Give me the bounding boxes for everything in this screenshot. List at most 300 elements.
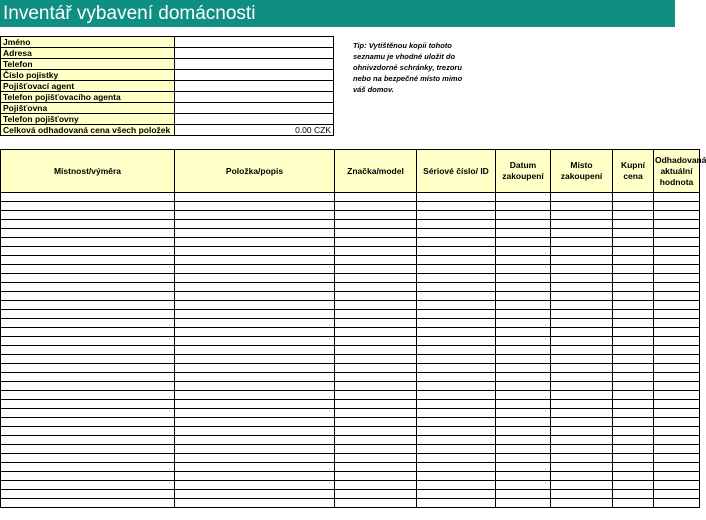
grid-cell[interactable] [1, 328, 175, 337]
grid-cell[interactable] [654, 193, 700, 202]
grid-cell[interactable] [496, 400, 551, 409]
grid-cell[interactable] [335, 391, 417, 400]
grid-cell[interactable] [654, 319, 700, 328]
grid-cell[interactable] [335, 445, 417, 454]
column-header: Kupní cena [613, 150, 654, 193]
grid-cell[interactable] [551, 472, 613, 481]
grid-cell[interactable] [175, 238, 335, 247]
grid-cell[interactable] [417, 202, 496, 211]
grid-cell[interactable] [613, 454, 654, 463]
grid-cell[interactable] [613, 265, 654, 274]
grid-cell[interactable] [417, 292, 496, 301]
grid-cell[interactable] [654, 292, 700, 301]
grid-cell[interactable] [417, 445, 496, 454]
grid-cell[interactable] [1, 445, 175, 454]
info-value-cell[interactable] [175, 70, 334, 81]
grid-cell[interactable] [1, 202, 175, 211]
grid-cell[interactable] [1, 319, 175, 328]
info-value-cell[interactable] [175, 59, 334, 70]
grid-cell[interactable] [1, 400, 175, 409]
grid-cell[interactable] [417, 310, 496, 319]
grid-cell[interactable] [613, 301, 654, 310]
grid-cell[interactable] [496, 265, 551, 274]
grid-cell[interactable] [335, 373, 417, 382]
grid-cell[interactable] [417, 382, 496, 391]
grid-cell[interactable] [551, 310, 613, 319]
grid-cell[interactable] [613, 328, 654, 337]
grid-cell[interactable] [551, 328, 613, 337]
grid-cell[interactable] [496, 454, 551, 463]
grid-cell[interactable] [175, 490, 335, 499]
grid-cell[interactable] [417, 364, 496, 373]
grid-cell[interactable] [496, 220, 551, 229]
grid-cell[interactable] [1, 283, 175, 292]
grid-cell[interactable] [551, 400, 613, 409]
grid-cell[interactable] [175, 346, 335, 355]
grid-cell[interactable] [496, 211, 551, 220]
table-row [1, 454, 700, 463]
grid-cell[interactable] [417, 454, 496, 463]
grid-cell[interactable] [335, 355, 417, 364]
grid-cell[interactable] [335, 301, 417, 310]
grid-cell[interactable] [654, 220, 700, 229]
grid-cell[interactable] [551, 409, 613, 418]
grid-cell[interactable] [417, 265, 496, 274]
grid-cell[interactable] [551, 337, 613, 346]
grid-cell[interactable] [417, 463, 496, 472]
grid-cell[interactable] [613, 427, 654, 436]
grid-cell[interactable] [654, 472, 700, 481]
grid-cell[interactable] [335, 364, 417, 373]
grid-cell[interactable] [551, 445, 613, 454]
grid-cell[interactable] [1, 274, 175, 283]
grid-cell[interactable] [613, 247, 654, 256]
grid-cell[interactable] [654, 310, 700, 319]
grid-cell[interactable] [335, 283, 417, 292]
grid-cell[interactable] [335, 499, 417, 508]
grid-cell[interactable] [417, 391, 496, 400]
grid-cell[interactable] [496, 355, 551, 364]
grid-cell[interactable] [1, 490, 175, 499]
grid-cell[interactable] [175, 328, 335, 337]
grid-cell[interactable] [496, 472, 551, 481]
grid-cell[interactable] [175, 373, 335, 382]
grid-cell[interactable] [335, 193, 417, 202]
grid-cell[interactable] [613, 220, 654, 229]
grid-cell[interactable] [1, 364, 175, 373]
grid-cell[interactable] [175, 247, 335, 256]
grid-cell[interactable] [496, 346, 551, 355]
grid-cell[interactable] [551, 301, 613, 310]
grid-cell[interactable] [551, 436, 613, 445]
grid-cell[interactable] [654, 229, 700, 238]
grid-cell[interactable] [551, 238, 613, 247]
grid-cell[interactable] [551, 463, 613, 472]
grid-cell[interactable] [654, 256, 700, 265]
grid-cell[interactable] [175, 256, 335, 265]
grid-cell[interactable] [654, 490, 700, 499]
grid-cell[interactable] [654, 346, 700, 355]
grid-cell[interactable] [335, 490, 417, 499]
grid-cell[interactable] [417, 436, 496, 445]
grid-cell[interactable] [335, 400, 417, 409]
grid-cell[interactable] [417, 301, 496, 310]
grid-cell[interactable] [496, 391, 551, 400]
table-row [1, 418, 700, 427]
grid-cell[interactable] [1, 436, 175, 445]
grid-cell[interactable] [613, 256, 654, 265]
grid-cell[interactable] [1, 409, 175, 418]
grid-cell[interactable] [175, 265, 335, 274]
grid-cell[interactable] [1, 427, 175, 436]
info-row [1, 81, 334, 92]
grid-cell[interactable] [1, 256, 175, 265]
grid-cell[interactable] [335, 454, 417, 463]
grid-cell[interactable] [613, 373, 654, 382]
grid-cell[interactable] [175, 445, 335, 454]
info-value-cell[interactable] [175, 103, 334, 114]
grid-cell[interactable] [175, 436, 335, 445]
grid-cell[interactable] [613, 238, 654, 247]
grid-cell[interactable] [613, 211, 654, 220]
grid-cell[interactable] [613, 319, 654, 328]
grid-cell[interactable] [1, 391, 175, 400]
grid-cell[interactable] [496, 229, 551, 238]
grid-cell[interactable] [417, 283, 496, 292]
grid-cell[interactable] [1, 472, 175, 481]
grid-cell[interactable] [1, 481, 175, 490]
grid-cell[interactable] [654, 337, 700, 346]
grid-cell[interactable] [335, 238, 417, 247]
grid-cell[interactable] [1, 418, 175, 427]
grid-cell[interactable] [496, 292, 551, 301]
grid-cell[interactable] [175, 364, 335, 373]
grid-cell[interactable] [417, 481, 496, 490]
grid-cell[interactable] [417, 418, 496, 427]
grid-cell[interactable] [613, 193, 654, 202]
grid-cell[interactable] [654, 463, 700, 472]
grid-cell[interactable] [175, 283, 335, 292]
info-label: Telefon pojišťovacího agenta [1, 92, 175, 103]
table-row [1, 382, 700, 391]
grid-cell[interactable] [175, 391, 335, 400]
info-value-cell[interactable] [175, 92, 334, 103]
grid-cell[interactable] [175, 292, 335, 301]
grid-cell[interactable] [654, 436, 700, 445]
grid-cell[interactable] [551, 193, 613, 202]
grid-cell[interactable] [654, 247, 700, 256]
grid-cell[interactable] [496, 427, 551, 436]
grid-cell[interactable] [1, 211, 175, 220]
grid-cell[interactable] [417, 409, 496, 418]
grid-cell[interactable] [175, 481, 335, 490]
grid-cell[interactable] [613, 445, 654, 454]
grid-cell[interactable] [551, 382, 613, 391]
grid-cell[interactable] [551, 211, 613, 220]
grid-cell[interactable] [335, 265, 417, 274]
grid-cell[interactable] [551, 373, 613, 382]
grid-cell[interactable] [1, 265, 175, 274]
tip-note: Tip: Vytištěnou kopii tohoto seznamu je vhodné uložit do ohnivzdorné schránky, trezoru nebo na bezpečné místo mimo váš domov. [353, 41, 463, 94]
grid-cell[interactable] [613, 292, 654, 301]
grid-cell[interactable] [417, 256, 496, 265]
grid-cell[interactable] [417, 328, 496, 337]
grid-cell[interactable] [175, 193, 335, 202]
grid-cell[interactable] [496, 319, 551, 328]
grid-cell[interactable] [335, 319, 417, 328]
grid-cell[interactable] [417, 247, 496, 256]
grid-cell[interactable] [175, 310, 335, 319]
grid-cell[interactable] [551, 499, 613, 508]
grid-cell[interactable] [175, 211, 335, 220]
grid-cell[interactable] [417, 274, 496, 283]
grid-cell[interactable] [496, 445, 551, 454]
grid-cell[interactable] [335, 310, 417, 319]
grid-cell[interactable] [613, 346, 654, 355]
grid-cell[interactable] [1, 463, 175, 472]
grid-cell[interactable] [613, 202, 654, 211]
grid-cell[interactable] [613, 283, 654, 292]
grid-cell[interactable] [613, 229, 654, 238]
grid-cell[interactable] [654, 400, 700, 409]
grid-cell[interactable] [551, 490, 613, 499]
grid-cell[interactable] [1, 193, 175, 202]
grid-cell[interactable] [551, 283, 613, 292]
grid-cell[interactable] [335, 274, 417, 283]
grid-cell[interactable] [1, 373, 175, 382]
grid-cell[interactable] [1, 292, 175, 301]
grid-cell[interactable] [417, 355, 496, 364]
table-row [1, 481, 700, 490]
grid-cell[interactable] [335, 436, 417, 445]
grid-cell[interactable] [175, 274, 335, 283]
grid-cell[interactable] [551, 202, 613, 211]
grid-cell[interactable] [496, 337, 551, 346]
grid-cell[interactable] [654, 301, 700, 310]
grid-cell[interactable] [654, 481, 700, 490]
grid-cell[interactable] [654, 382, 700, 391]
grid-cell[interactable] [175, 229, 335, 238]
grid-cell[interactable] [417, 238, 496, 247]
info-value-cell[interactable] [175, 114, 334, 125]
grid-cell[interactable] [496, 373, 551, 382]
grid-cell[interactable] [175, 202, 335, 211]
grid-cell[interactable] [417, 427, 496, 436]
grid-cell[interactable] [496, 436, 551, 445]
grid-cell[interactable] [654, 373, 700, 382]
grid-cell[interactable] [335, 292, 417, 301]
grid-cell[interactable] [175, 355, 335, 364]
grid-cell[interactable] [175, 400, 335, 409]
grid-cell[interactable] [613, 391, 654, 400]
grid-cell[interactable] [496, 301, 551, 310]
grid-cell[interactable] [175, 472, 335, 481]
grid-cell[interactable] [551, 454, 613, 463]
grid-cell[interactable] [613, 418, 654, 427]
info-row [1, 59, 334, 70]
grid-cell[interactable] [613, 382, 654, 391]
grid-cell[interactable] [417, 337, 496, 346]
grid-cell[interactable] [175, 427, 335, 436]
grid-cell[interactable] [496, 238, 551, 247]
grid-cell[interactable] [1, 382, 175, 391]
grid-cell[interactable] [335, 409, 417, 418]
grid-cell[interactable] [496, 328, 551, 337]
grid-cell[interactable] [496, 481, 551, 490]
grid-cell[interactable] [417, 499, 496, 508]
grid-cell[interactable] [654, 355, 700, 364]
grid-cell[interactable] [654, 328, 700, 337]
grid-cell[interactable] [417, 193, 496, 202]
grid-cell[interactable] [654, 499, 700, 508]
grid-cell[interactable] [175, 418, 335, 427]
grid-cell[interactable] [551, 481, 613, 490]
grid-cell[interactable] [613, 400, 654, 409]
grid-cell[interactable] [551, 427, 613, 436]
inventory-grid-viewport[interactable] [0, 149, 706, 520]
grid-cell[interactable] [551, 364, 613, 373]
grid-cell[interactable] [496, 202, 551, 211]
grid-cell[interactable] [613, 355, 654, 364]
grid-cell[interactable] [417, 400, 496, 409]
grid-cell[interactable] [551, 418, 613, 427]
grid-cell[interactable] [335, 418, 417, 427]
grid-cell[interactable] [551, 346, 613, 355]
info-value-cell[interactable] [175, 48, 334, 59]
grid-cell[interactable] [335, 211, 417, 220]
grid-cell[interactable] [1, 247, 175, 256]
grid-cell[interactable] [175, 454, 335, 463]
grid-cell[interactable] [551, 256, 613, 265]
grid-cell[interactable] [496, 193, 551, 202]
grid-cell[interactable] [613, 274, 654, 283]
info-value-cell[interactable] [175, 81, 334, 92]
grid-cell[interactable] [1, 499, 175, 508]
grid-cell[interactable] [613, 490, 654, 499]
grid-cell[interactable] [417, 211, 496, 220]
grid-cell[interactable] [551, 274, 613, 283]
grid-cell[interactable] [335, 220, 417, 229]
grid-cell[interactable] [654, 391, 700, 400]
grid-cell[interactable] [1, 220, 175, 229]
grid-cell[interactable] [175, 382, 335, 391]
grid-cell[interactable] [175, 337, 335, 346]
grid-cell[interactable] [654, 211, 700, 220]
grid-cell[interactable] [551, 220, 613, 229]
grid-cell[interactable] [1, 310, 175, 319]
grid-cell[interactable] [1, 454, 175, 463]
grid-cell[interactable] [335, 337, 417, 346]
grid-cell[interactable] [654, 427, 700, 436]
grid-cell[interactable] [496, 409, 551, 418]
grid-cell[interactable] [175, 301, 335, 310]
grid-cell[interactable] [551, 355, 613, 364]
grid-cell[interactable] [417, 319, 496, 328]
grid-cell[interactable] [551, 247, 613, 256]
grid-cell[interactable] [551, 391, 613, 400]
grid-cell[interactable] [496, 247, 551, 256]
grid-cell[interactable] [654, 274, 700, 283]
grid-cell[interactable] [175, 319, 335, 328]
grid-cell[interactable] [496, 382, 551, 391]
grid-cell[interactable] [496, 283, 551, 292]
grid-cell[interactable] [613, 364, 654, 373]
grid-cell[interactable] [496, 499, 551, 508]
grid-cell[interactable] [175, 409, 335, 418]
grid-cell[interactable] [613, 409, 654, 418]
grid-cell[interactable] [613, 436, 654, 445]
grid-cell[interactable] [551, 292, 613, 301]
grid-cell[interactable] [417, 472, 496, 481]
grid-cell[interactable] [654, 202, 700, 211]
grid-cell[interactable] [613, 310, 654, 319]
grid-cell[interactable] [335, 229, 417, 238]
grid-cell[interactable] [551, 229, 613, 238]
grid-cell[interactable] [654, 418, 700, 427]
grid-cell[interactable] [417, 229, 496, 238]
grid-cell[interactable] [654, 364, 700, 373]
grid-cell[interactable] [335, 256, 417, 265]
grid-cell[interactable] [1, 355, 175, 364]
grid-cell[interactable] [335, 427, 417, 436]
grid-cell[interactable] [417, 220, 496, 229]
grid-cell[interactable] [1, 346, 175, 355]
grid-cell[interactable] [335, 481, 417, 490]
grid-cell[interactable] [613, 499, 654, 508]
grid-cell[interactable] [417, 373, 496, 382]
grid-cell[interactable] [613, 337, 654, 346]
grid-cell[interactable] [175, 463, 335, 472]
grid-cell[interactable] [335, 202, 417, 211]
grid-cell[interactable] [175, 499, 335, 508]
grid-cell[interactable] [335, 382, 417, 391]
grid-cell[interactable] [496, 256, 551, 265]
grid-cell[interactable] [496, 463, 551, 472]
grid-cell[interactable] [496, 418, 551, 427]
grid-cell[interactable] [654, 445, 700, 454]
grid-cell[interactable] [496, 310, 551, 319]
grid-cell[interactable] [613, 463, 654, 472]
grid-cell[interactable] [654, 454, 700, 463]
grid-cell[interactable] [654, 409, 700, 418]
grid-cell[interactable] [496, 274, 551, 283]
grid-cell[interactable] [496, 490, 551, 499]
grid-cell[interactable] [175, 220, 335, 229]
grid-cell[interactable] [335, 472, 417, 481]
grid-cell[interactable] [417, 490, 496, 499]
grid-cell[interactable] [1, 301, 175, 310]
grid-cell[interactable] [335, 463, 417, 472]
grid-cell[interactable] [551, 265, 613, 274]
grid-cell[interactable] [654, 265, 700, 274]
grid-cell[interactable] [335, 328, 417, 337]
grid-cell[interactable] [496, 364, 551, 373]
grid-cell[interactable] [335, 247, 417, 256]
info-value-cell[interactable] [175, 37, 334, 48]
grid-cell[interactable] [417, 346, 496, 355]
grid-cell[interactable] [1, 337, 175, 346]
grid-cell[interactable] [335, 346, 417, 355]
info-label: Pojišťovna [1, 103, 175, 114]
grid-cell[interactable] [1, 238, 175, 247]
total-value-cell[interactable]: 0.00 CZK [175, 125, 334, 136]
grid-cell[interactable] [1, 229, 175, 238]
grid-cell[interactable] [654, 283, 700, 292]
grid-cell[interactable] [613, 481, 654, 490]
grid-cell[interactable] [654, 238, 700, 247]
grid-cell[interactable] [613, 472, 654, 481]
grid-cell[interactable] [551, 319, 613, 328]
